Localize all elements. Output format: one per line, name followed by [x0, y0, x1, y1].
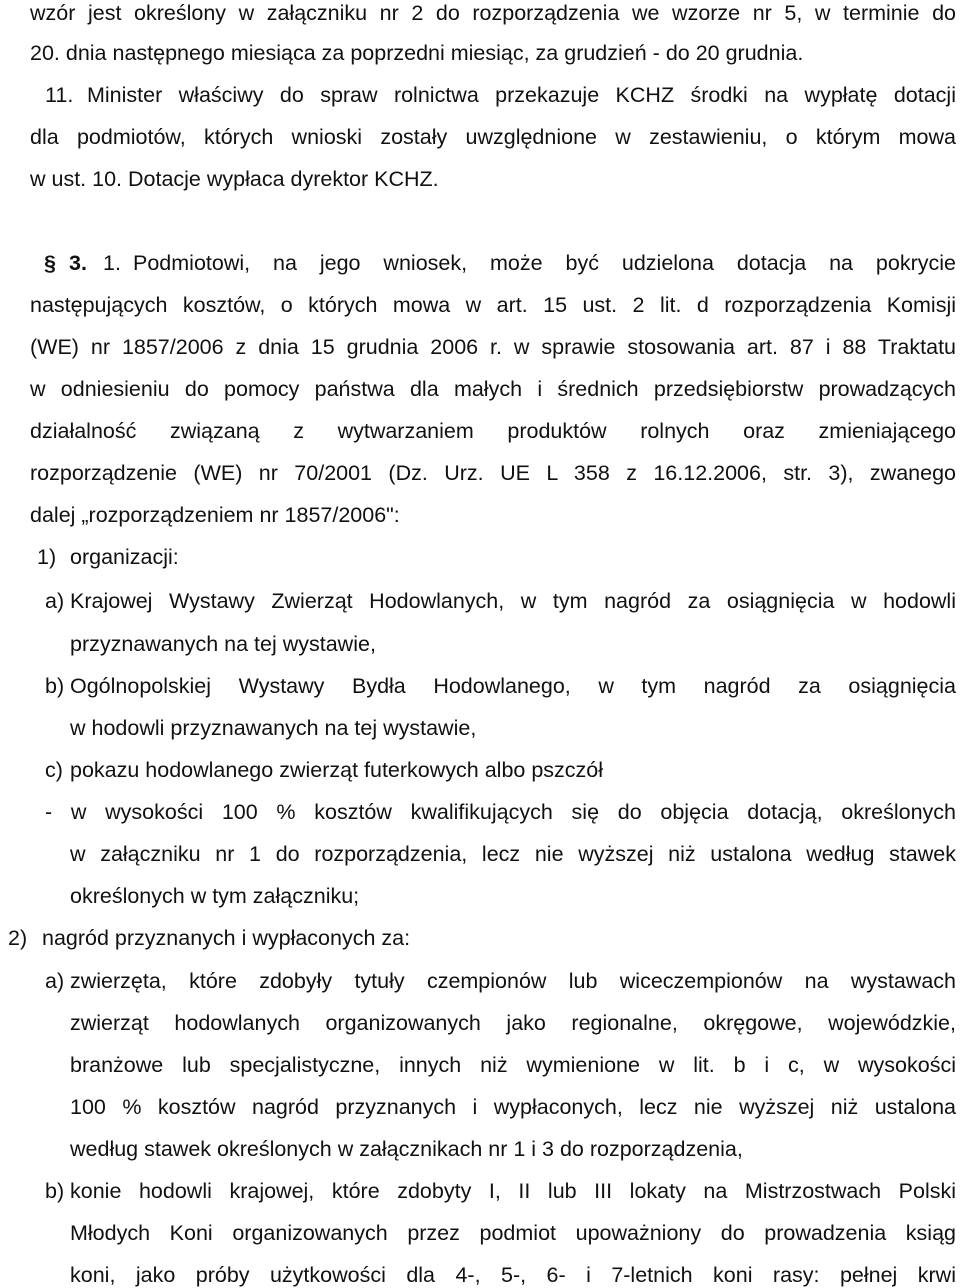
sublist-marker: a) [45, 969, 65, 993]
paragraph-line: Podmiotowi, na jego wniosek, może być udzielona dotacja na pokrycie [133, 251, 956, 275]
sublist-line: 100 % kosztów nagród przyznanych i wypłaconych, lecz nie wyższej niż ustalona [70, 1095, 956, 1119]
summary-line: - w wysokości 100 % kosztów kwalifikujących się do objęcia dotacją, określonych [45, 800, 956, 824]
paragraph-line: rozporządzenie (WE) nr 70/2001 (Dz. Urz. UE L 358 z 16.12.2006, str. 3), zwanego [30, 461, 956, 485]
point-number: 1. [103, 251, 121, 275]
list-item-text: nagród przyznanych i wypłaconych za: [42, 926, 411, 950]
summary-line: określonych w tym załączniku; [70, 884, 360, 908]
sublist-marker: a) [45, 589, 65, 613]
sublist-line: pokazu hodowlanego zwierząt futerkowych albo pszczół [70, 758, 604, 782]
paragraph-line: wzór jest określony w załączniku nr 2 do rozporządzenia we wzorze nr 5, w terminie do [30, 1, 956, 25]
sublist-line: w hodowli przyznawanych na tej wystawie, [70, 716, 477, 740]
paragraph-line: Minister właściwy do spraw rolnictwa przekazuje KCHZ środki na wypłatę dotacji [87, 83, 956, 107]
list-item-text: organizacji: [70, 545, 179, 569]
sublist-line: według stawek określonych w załącznikach nr 1 i 3 do rozporządzenia, [70, 1137, 743, 1161]
paragraph-line: (WE) nr 1857/2006 z dnia 15 grudnia 2006 r. w sprawie stosowania art. 87 i 88 Traktatu [30, 335, 956, 359]
list-marker: 2) [8, 926, 28, 950]
paragraph-line: następujących kosztów, o których mowa w art. 15 ust. 2 lit. d rozporządzenia Komisji [30, 293, 956, 317]
paragraph-line: 20. dnia następnego miesiąca za poprzedni miesiąc, za grudzień - do 20 grudnia. [30, 41, 804, 65]
sublist-line: branżowe lub specjalistyczne, innych niż wymienione w lit. b i c, w wysokości [70, 1053, 956, 1077]
paragraph-line: w odniesieniu do pomocy państwa dla małych i średnich przedsiębiorstw prowadzących [30, 377, 956, 401]
sublist-line: zwierzęta, które zdobyły tytuły czempionów lub wiceczempionów na wystawach [70, 969, 956, 993]
sublist-marker: c) [45, 758, 63, 782]
sublist-line: Młodych Koni organizowanych przez podmiot upoważniony do prowadzenia ksiąg [70, 1221, 956, 1245]
paragraph-line: w ust. 10. Dotacje wypłaca dyrektor KCHZ. [30, 167, 439, 191]
paragraph-number: 11. [45, 83, 74, 107]
paragraph-line: dalej „rozporządzeniem nr 1857/2006": [30, 503, 400, 527]
sublist-marker: b) [45, 1179, 65, 1203]
list-marker: 1) [37, 545, 57, 569]
sublist-line: zwierząt hodowlanych organizowanych jako regionalne, okręgowe, wojewódzkie, [70, 1011, 956, 1035]
summary-line: w załączniku nr 1 do rozporządzenia, lecz nie wyższej niż ustalona według stawek [70, 842, 956, 866]
sublist-line: koni, jako próby użytkowości dla 4-, 5-, 6- i 7-letnich koni rasy: pełnej krwi [70, 1263, 956, 1287]
sublist-line: Ogólnopolskiej Wystawy Bydła Hodowlanego, w tym nagród za osiągnięcia [70, 674, 956, 698]
sublist-line: Krajowej Wystawy Zwierząt Hodowlanych, w tym nagród za osiągnięcia w hodowli [70, 589, 956, 613]
section-number: 3. [69, 251, 87, 275]
sublist-marker: b) [45, 674, 65, 698]
sublist-line: przyznawanych na tej wystawie, [70, 632, 376, 656]
sublist-line: konie hodowli krajowej, które zdobyty I, II lub III lokaty na Mistrzostwach Polski [70, 1179, 956, 1203]
paragraph-line: działalność związaną z wytwarzaniem produktów rolnych oraz zmieniającego [30, 419, 956, 443]
paragraph-line: dla podmiotów, których wnioski zostały uwzględnione w zestawieniu, o którym mowa [30, 125, 956, 149]
section-sign: § [44, 251, 56, 275]
